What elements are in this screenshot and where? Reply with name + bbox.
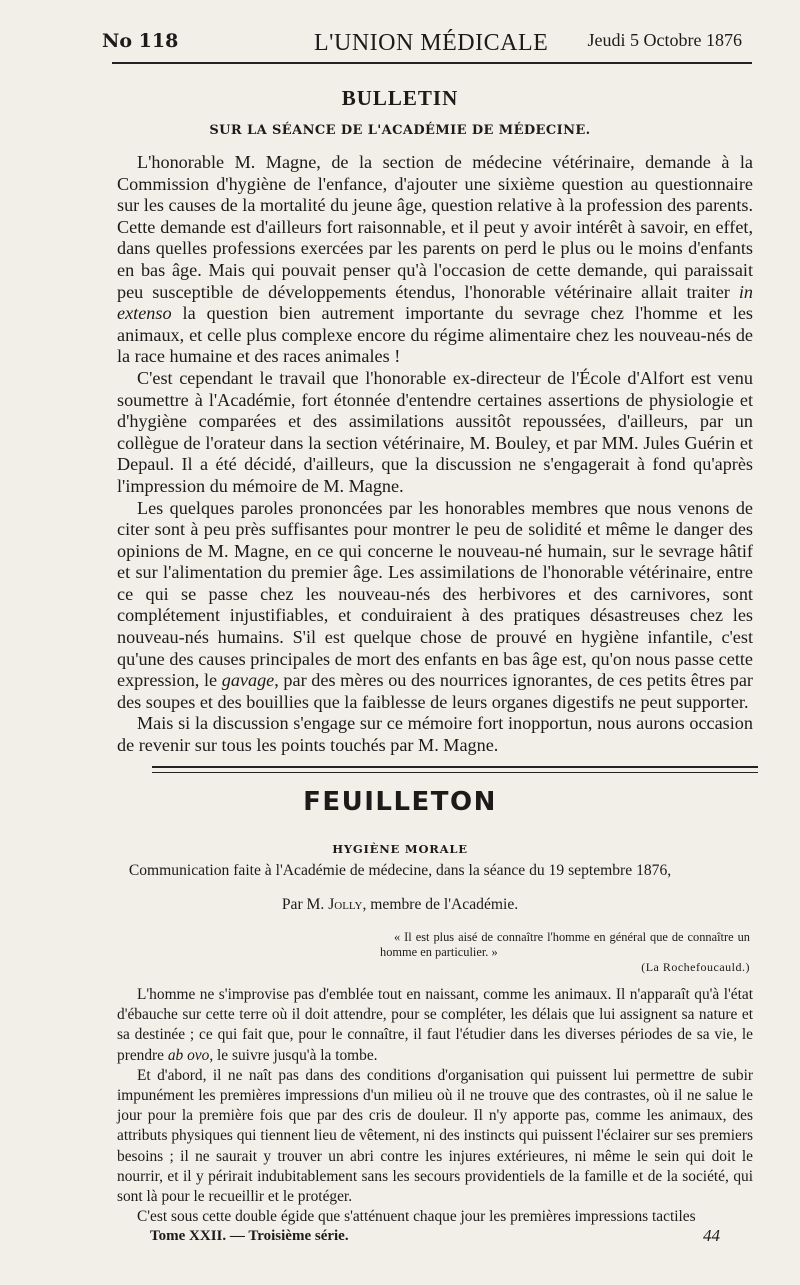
feuilleton-paragraph: C'est sous cette double égide que s'atténuent chaque jour les premières impressions tactiles (137, 1208, 696, 1226)
bulletin-paragraph: Les quelques paroles prononcées par les honorables membres que nous venons de citer sont à peu près suffisantes pour montrer le peu de solidité et même le danger des opinions de M. Magne, en ce qui concerne le nouveau-né humain, sur le sevrage hâtif et sur l'alimentation du premier âge. Les assimilations de l'honorable vétérinaire, entre ce qui se passe chez les nouveau-nés des herbivores et des carnivores, sont complétement injustifiables, et conduiraient à des pratiques désastreuses chez les nouveau-nés humains. S'il est quelque chose de prouvé en hygiène infantile, c'est qu'une des causes principales de mort des enfants en bas âge est, qu'on nous passe cette expression, le gavage, par des mères ou des nourrices ignorantes, de ces petits êtres par des soupes et des bouillies que la faiblesse de leurs organes digestifs ne peut supporter. (117, 497, 753, 712)
bulletin-paragraph: L'honorable M. Magne, de la section de médecine vétérinaire, demande à la Commission d'hygiène de l'enfance, d'ajouter une sixième question au questionnaire sur les causes de la mortalité du jeune âge, question relative à la profession des parents. Cette demande est d'ailleurs fort raisonnable, et il peut y avoir intérêt à savoir, en effet, dans quelles professions exercées par les parents on perd le plus ou le moins d'enfants en bas âge. Mais qui pouvait penser qu'à l'occasion de cette demande, qui paraissait peu susceptible de développements étendus, l'honorable vétérinaire allait traiter in extenso la question bien autrement importante du sevrage chez l'homme et les animaux, et celle plus complexe encore du régime alimentaire chez les nouveau-nés de la race humaine et des races animales ! (117, 152, 753, 367)
section-divider (152, 766, 758, 773)
page-footer (150, 1228, 720, 1252)
epigraph-text: « Il est plus aisé de connaître l'homme en général que de connaître un homme en particulier. » (380, 930, 750, 959)
bulletin-subtitle: SUR LA SÉANCE DE L'ACADÉMIE DE MÉDECINE. (209, 123, 591, 138)
feuilleton-paragraph: Et d'abord, il ne naît pas dans des conditions d'organisation qui puissent lui permettre de subir impunément les premières impressions d'un milieu où il ne trouve que des contrastes, où il ne salue le jour pour la première fois que par des cris de douleur. Il n'y apporte pas, comme les animaux, des attributs physiques qui tiennent lieu de vêtement, ni des instincts qui puissent l'éclairer sur ses premiers besoins ; il ne saurait y trouver un abri contre les injures extérieures, ni même le sein qui doit le nourrir, et il y périrait indubitablement sans les secours providentiels de la famille et de la société, qui sont là pour le recueillir et le protéger. (117, 1066, 753, 1206)
bulletin-paragraph: C'est cependant le travail que l'honorable ex-directeur de l'École d'Alfort est venu soumettre à l'Académie, fort étonnée d'entendre certaines assertions de physiologie et d'hygiène comparées et des assimilations aussitôt repoussées, d'ailleurs, par un collègue de l'orateur dans la section vétérinaire, M. Bouley, et par MM. Jules Guérin et Depaul. Il a été décidé, d'ailleurs, que la discussion ne s'engagerait à fond qu'après l'impression du mémoire de M. Magne. (117, 367, 753, 496)
bulletin-title: BULLETIN (341, 86, 459, 110)
header-rule (112, 62, 752, 64)
bulletin-body (117, 152, 753, 757)
sheet-number: 44 (703, 1226, 720, 1245)
issue-number: No 118 (102, 30, 179, 52)
feuilleton-title: FEUILLETON (303, 787, 497, 817)
feuilleton-communication: Communication faite à l'Académie de médecine, dans la séance du 19 septembre 1876, (128, 862, 672, 879)
issue-date: Jeudi 5 Octobre 1876 (587, 30, 742, 50)
epigraph-attribution: (La Rochefoucauld.) (641, 960, 750, 974)
feuilleton-paragraph: L'homme ne s'improvise pas d'emblée tout en naissant, comme les animaux. Il n'apparaît qu'à l'état d'ébauche sur cette terre où il doit attendre, pour se compléter, les délais que lui assignent sa nature et sa destinée ; ce qui fait que, pour le connaître, il faut l'étudier dans les diverses périodes de sa vie, le prendre ab ovo, le suivre jusqu'à la tombe. (117, 986, 753, 1064)
bulletin-paragraph: Mais si la discussion s'engage sur ce mémoire fort inopportun, nous aurons occasion de revenir sur tous les points touchés par M. Magne. (117, 713, 753, 756)
feuilleton-subtitle: HYGIÈNE MORALE (332, 842, 468, 856)
tome-label: Tome XXII. — Troisième série. (150, 1228, 349, 1244)
feuilleton-body (117, 985, 753, 1227)
journal-title: L'UNION MÉDICALE (314, 30, 549, 56)
epigraph (380, 930, 750, 975)
feuilleton-author: Par M. Jolly, membre de l'Académie. (281, 896, 519, 913)
running-head (102, 30, 742, 58)
